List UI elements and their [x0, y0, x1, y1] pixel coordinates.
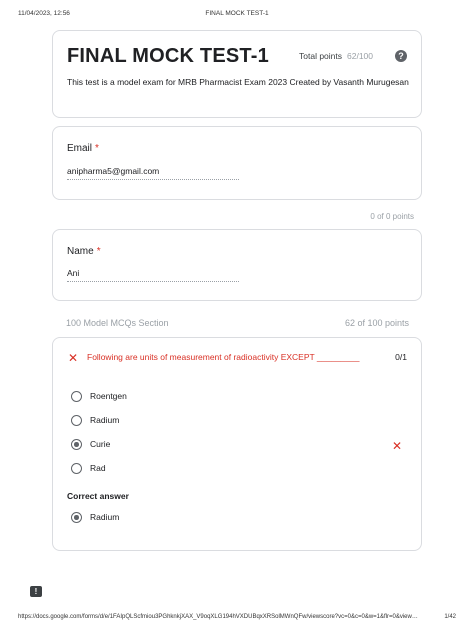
required-asterisk: * [96, 246, 101, 257]
close-icon: ✕ [67, 351, 79, 365]
form-title-card [52, 30, 422, 118]
points-zero-of-zero: 0 of 0 points [370, 212, 414, 221]
total-points [299, 51, 373, 61]
total-points-label: Total points [299, 51, 342, 61]
email-label [67, 143, 99, 154]
email-label-text: Email [67, 143, 93, 154]
radio-selected[interactable] [71, 439, 82, 450]
option-label: Roentgen [90, 391, 127, 401]
radio-unselected[interactable] [71, 391, 82, 402]
option-label: Curie [90, 439, 111, 449]
print-url: https://docs.google.com/forms/d/e/1FAIpQLScfmiou3PGhknkjXAX_V9oqXLG194hVXDUBqxXRSolMWnQFw/viewscore?vc=0&c=0&w=1&flr=0&view… [18, 614, 418, 620]
print-timestamp: 11/04/2023, 12:56 [18, 10, 70, 17]
print-footer [18, 614, 456, 624]
print-header [18, 10, 456, 22]
radio-unselected[interactable] [71, 415, 82, 426]
required-asterisk: * [95, 143, 99, 154]
option-label: Radium [90, 415, 120, 425]
name-label-text: Name [67, 246, 94, 257]
section-title: 100 Model MCQs Section [66, 318, 169, 328]
correct-answer-text: Radium [90, 512, 120, 522]
question-card [52, 337, 422, 551]
total-points-value: 62/100 [347, 51, 373, 61]
question-header [67, 352, 409, 366]
question-text: Following are units of measurement of radioactivity EXCEPT _________ [87, 352, 360, 362]
email-answer: anipharma5@gmail.com [67, 166, 239, 180]
question-score: 0/1 [395, 352, 407, 362]
correct-answer-label: Correct answer [67, 491, 129, 501]
form-title: FINAL MOCK TEST-1 [67, 45, 269, 67]
feedback-icon[interactable]: ! [30, 586, 42, 597]
name-label [67, 246, 101, 257]
name-answer: Ani [67, 268, 239, 282]
form-description: This test is a model exam for MRB Pharmacist Exam 2023 Created by Vasanth Murugesan [67, 77, 409, 87]
option-label: Rad [90, 463, 106, 473]
radio-selected [71, 512, 82, 523]
print-page-number: 1/42 [444, 614, 456, 620]
radio-unselected[interactable] [71, 463, 82, 474]
help-icon[interactable]: ? [395, 50, 407, 62]
print-doc-title: FINAL MOCK TEST-1 [205, 10, 269, 17]
close-icon: ✕ [391, 439, 403, 453]
name-card [52, 229, 422, 301]
email-card [52, 126, 422, 200]
section-header [66, 318, 409, 328]
section-points: 62 of 100 points [344, 318, 409, 328]
